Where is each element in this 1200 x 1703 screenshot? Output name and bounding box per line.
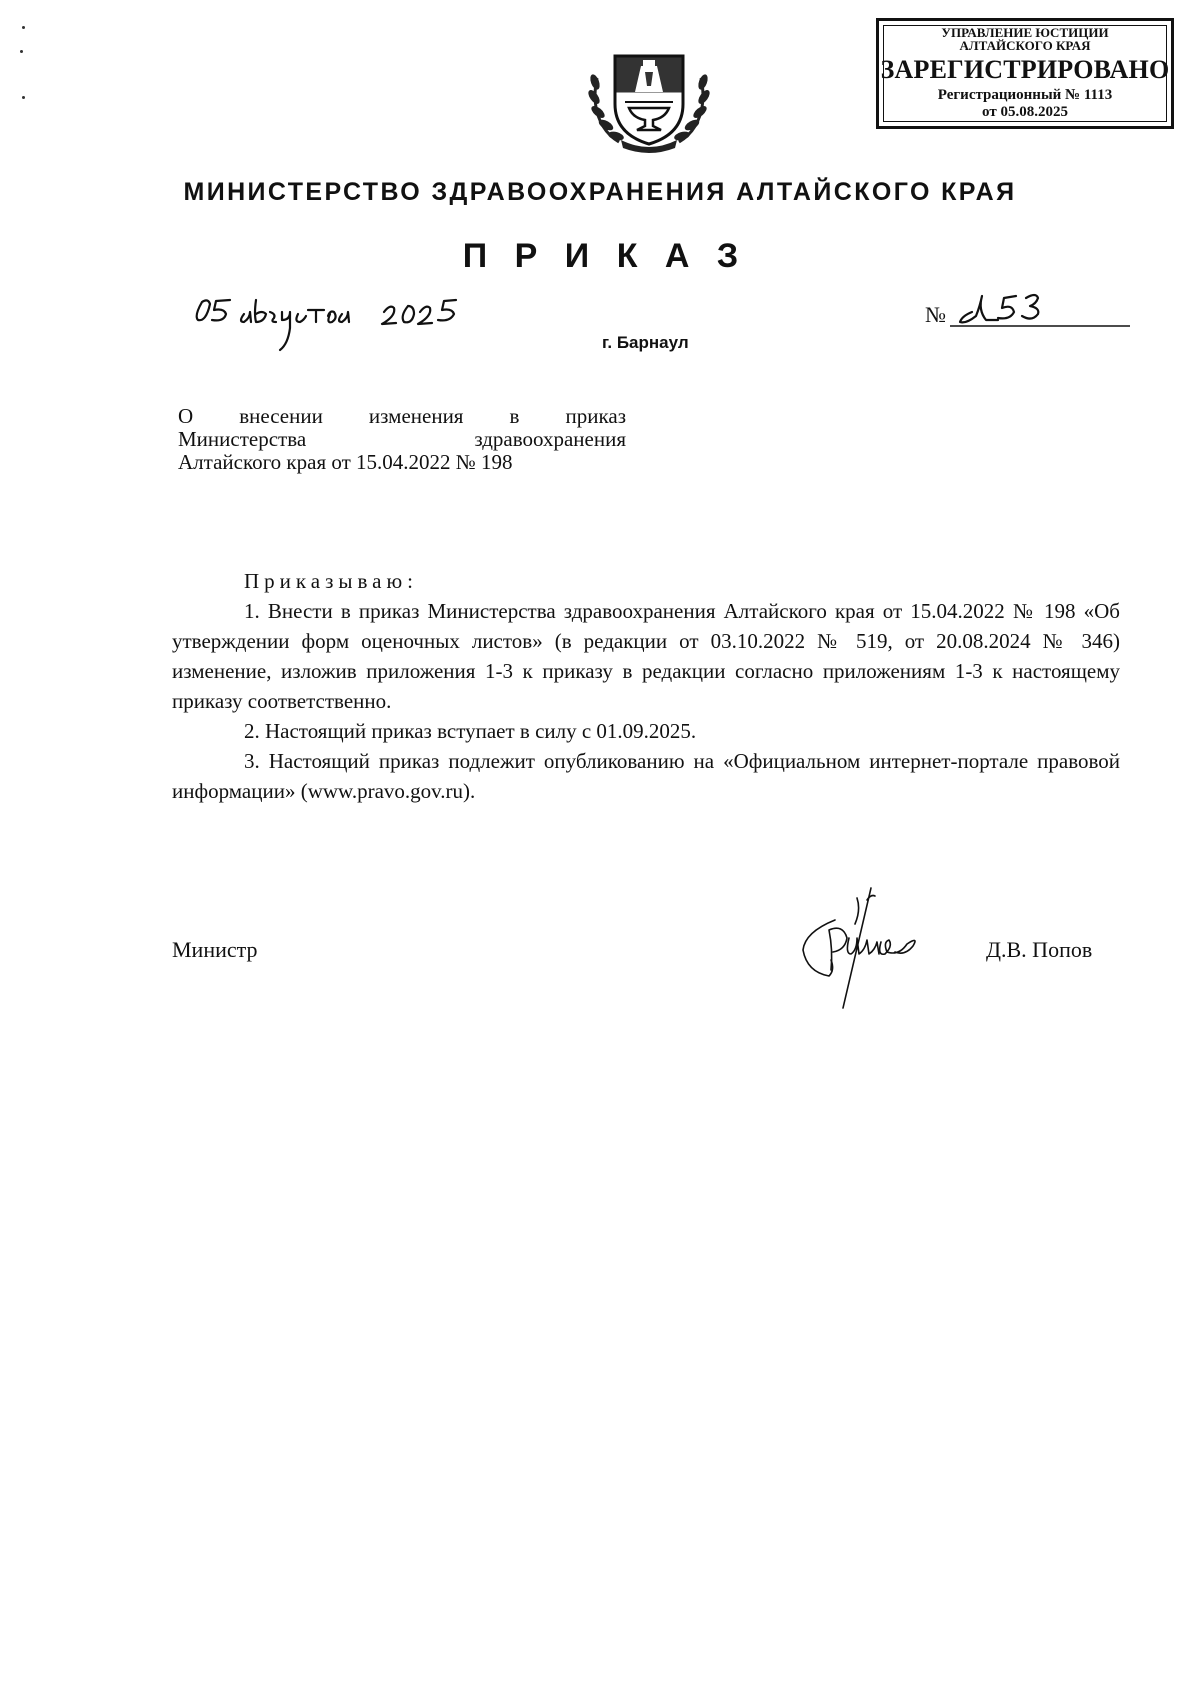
city: г. Барнаул	[602, 333, 689, 352]
scan-speck	[20, 50, 23, 53]
order-subject	[178, 405, 626, 474]
order-body	[172, 566, 1120, 806]
subject-word: здравоохранения	[474, 427, 626, 451]
stamp-status: ЗАРЕГИСТРИРОВАНО	[880, 55, 1170, 84]
scan-speck	[22, 96, 25, 99]
subject-line-3: Алтайского края от 15.04.2022 № 198	[178, 450, 513, 474]
subject-word: О	[178, 404, 194, 428]
subject-word: в	[509, 404, 520, 428]
order-item-3: 3. Настоящий приказ подлежит опубликованию на «Официальном интернет-портале правовой информации» (www.pravo.gov.ru).	[172, 749, 1120, 803]
registration-stamp	[876, 18, 1174, 129]
handwritten-date	[194, 296, 524, 358]
ministry-title: МИНИСТЕРСТВО ЗДРАВООХРАНЕНИЯ АЛТАЙСКОГО КРАЯ	[183, 178, 1017, 206]
stamp-inner-frame	[883, 25, 1167, 122]
subject-word: Министерства	[178, 427, 307, 451]
handwritten-signature	[795, 880, 925, 1015]
stamp-registration-date: от 05.08.2025	[982, 104, 1068, 120]
order-item-2: 2. Настоящий приказ вступает в силу с 01.09.2025.	[244, 719, 697, 743]
subject-line-1	[178, 405, 626, 428]
subject-word: приказ	[565, 404, 626, 428]
order-lead: Приказываю:	[244, 569, 418, 593]
handwritten-number	[950, 290, 1130, 330]
subject-line-2	[178, 428, 626, 451]
scan-speck	[22, 26, 25, 29]
order-item-1: 1. Внести в приказ Министерства здравоохранения Алтайского края от 15.04.2022 № 198 «Об утверждении форм оценочных листов» (в редакции от 03.10.2022 № 519, от 20.08.2024 № 346) изменение, изложив приложения 1-3 к приказу в редакции согласно приложениям 1-3 к настоящему приказу соответственно.	[172, 599, 1120, 713]
stamp-registration-number: Регистрационный № 1113	[937, 87, 1113, 103]
number-label: №	[925, 302, 946, 327]
subject-word: внесении	[239, 404, 323, 428]
stamp-department: УПРАВЛЕНИЕ ЮСТИЦИИ АЛТАЙСКОГО КРАЯ	[941, 25, 1109, 53]
coat-of-arms-icon	[585, 42, 713, 154]
signatory-position: Министр	[172, 937, 258, 962]
document-type: П Р И К А З	[462, 237, 748, 275]
signatory-name: Д.В. Попов	[986, 937, 1093, 962]
subject-word: изменения	[368, 404, 464, 428]
